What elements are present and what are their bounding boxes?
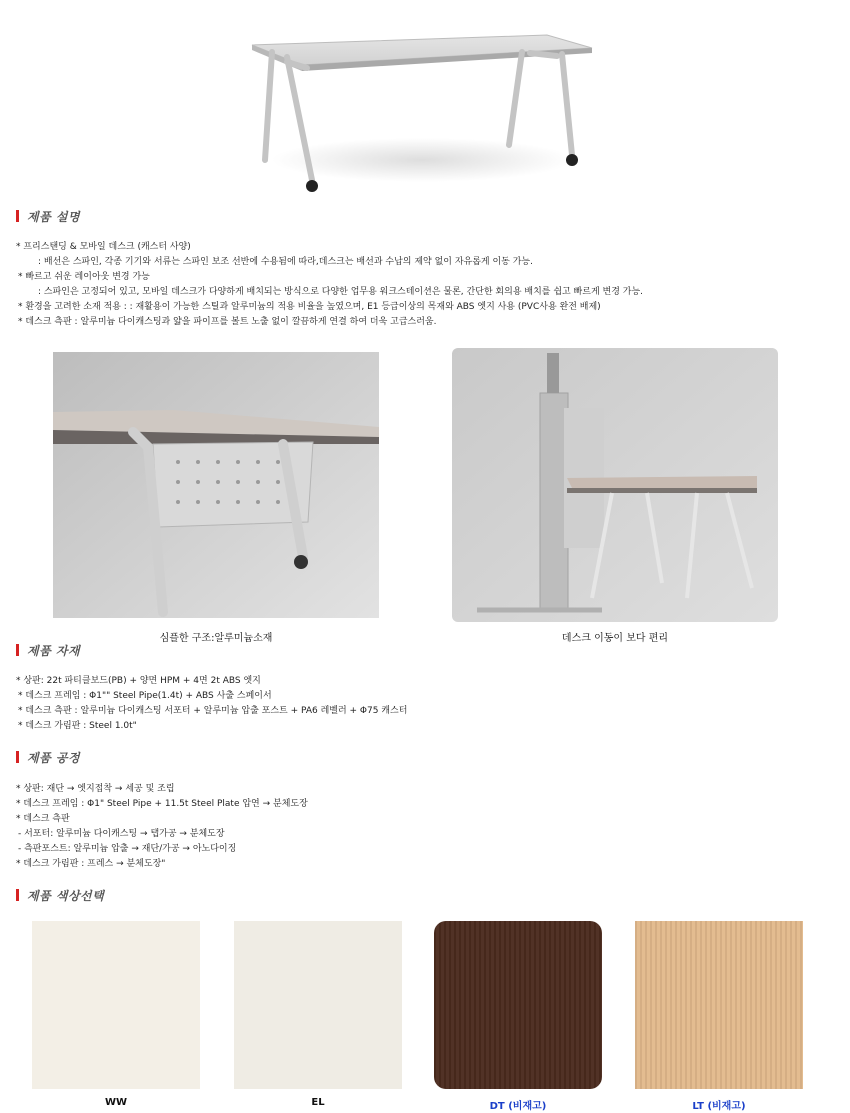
process-line: - 측판포스트: 알루미늄 압출 → 재단/가공 → 아노다이징 <box>18 844 237 854</box>
description-line: * 빠르고 쉬운 레이아웃 변경 가능 <box>18 272 150 282</box>
color-swatch-dt[interactable] <box>434 921 602 1089</box>
material-line: * 상판: 22t 파티클보드(PB) + 양면 HPM + 4면 2t ABS 엣지 <box>16 676 261 686</box>
process-line: * 상판: 재단 → 엣지접착 → 세공 및 조립 <box>16 784 175 794</box>
color-swatch-label: DT (비재고) <box>489 1101 547 1112</box>
section-title-material <box>16 642 80 658</box>
process-line: - 서포터: 알루미늄 다이캐스팅 → 탭가공 → 분체도장 <box>18 829 225 839</box>
color-swatch-label: WW <box>104 1097 128 1108</box>
description-line: * 환경을 고려한 소재 적용 : : 재활용이 가능한 스틸과 알루미늄의 적용 비율을 높였으며, E1 등급이상의 목재와 ABS 엣지 사용 (PVC사용 완전 배제) <box>18 302 601 312</box>
color-swatch-ww[interactable] <box>32 921 200 1089</box>
color-swatch-el[interactable] <box>234 921 402 1089</box>
red-bar-icon <box>16 751 19 763</box>
process-line: * 데스크 프레임 : Φ1" Steel Pipe + 11.5t Steel Plate 압연 → 분체도장 <box>16 799 308 809</box>
section-title-text: 제품 공정 <box>27 750 81 765</box>
process-line: * 데스크 측판 <box>16 814 70 824</box>
section-title-text: 제품 색상선택 <box>27 888 105 903</box>
section-title-text: 제품 자재 <box>27 643 81 658</box>
description-line: * 데스크 측판 : 알루미늄 다이캐스팅과 얇을 파이프를 볼트 노출 없이 깔끔하게 연결 하여 더욱 고급스러움. <box>18 317 437 327</box>
description-line: : 배선은 스파인, 각종 기기와 서류는 스파인 보조 선반에 수용됨에 따라,데스크는 배선과 수납의 제약 없이 자유롭게 이동 가능. <box>38 257 533 267</box>
process-line: * 데스크 가림판 : 프레스 → 분체도장" <box>16 859 166 869</box>
color-swatch-lt[interactable] <box>635 921 803 1089</box>
section-title-text: 제품 설명 <box>27 209 81 224</box>
mobile-desk-photo <box>452 348 778 622</box>
material-line: * 데스크 가림판 : Steel 1.0t" <box>18 721 137 731</box>
description-line: * 프리스탠딩 & 모바일 데스크 (캐스터 사양) <box>16 242 191 252</box>
aluminum-frame-photo <box>53 352 379 618</box>
red-bar-icon <box>16 644 19 656</box>
color-swatch-label: EL <box>311 1097 325 1108</box>
photo-caption-right: 데스크 이동이 보다 편리 <box>561 633 669 644</box>
material-line: * 데스크 측판 : 알루미늄 다이캐스팅 서포터 + 알루미늄 압출 포스트 + PA6 레벨러 + Φ75 캐스터 <box>18 706 408 716</box>
color-swatch-label: LT (비재고) <box>692 1101 746 1112</box>
description-line: : 스파인은 고정되어 있고, 모바일 데스크가 다양하게 배치되는 방식으로 다양한 업무용 워크스테이션은 물론, 간단한 회의용 배치를 쉽고 빠르게 변경 가능. <box>38 287 644 297</box>
material-line: * 데스크 프레임 : Φ1"" Steel Pipe(1.4t) + ABS 사출 스페이서 <box>18 691 272 701</box>
photo-caption-left: 심플한 구조:알루미늄소재 <box>159 633 273 644</box>
section-title-process <box>16 749 80 765</box>
red-bar-icon <box>16 210 19 222</box>
section-title-description <box>16 208 80 224</box>
desk-product-image <box>247 0 597 200</box>
red-bar-icon <box>16 889 19 901</box>
section-title-colors <box>16 887 104 903</box>
